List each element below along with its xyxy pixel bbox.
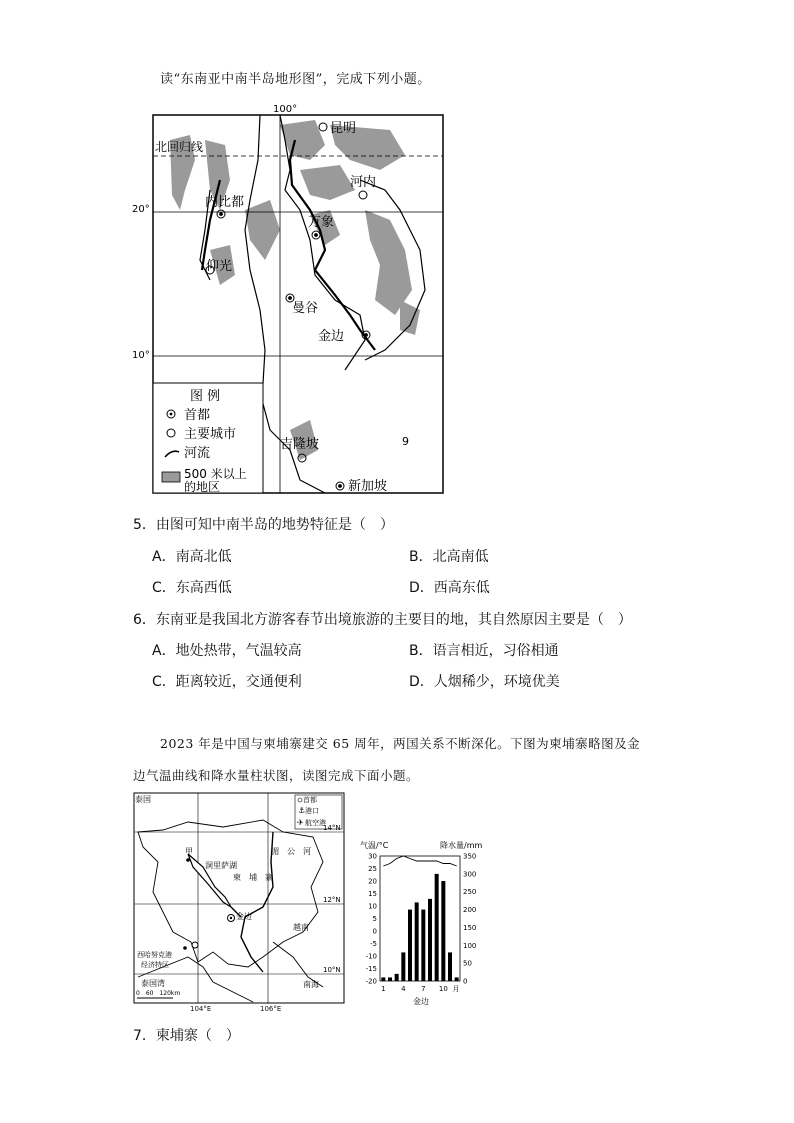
- precip-bar-2: [388, 977, 392, 981]
- intro-text-1: 读“东南亚中南半岛地形图”，完成下列小题。: [160, 72, 431, 87]
- q6-option-c[interactable]: C．距离较近，交通便利: [152, 674, 302, 690]
- cambodia-map: [133, 792, 345, 1013]
- label-singapore: 新加坡: [348, 479, 388, 494]
- x-tick-label: 10: [438, 985, 448, 993]
- right-tick-label: 50: [463, 959, 472, 968]
- label-yangon: 仰光: [206, 259, 233, 274]
- left-tick-label: 20: [368, 877, 377, 886]
- q6-option-b[interactable]: B．语言相近，习俗相通: [409, 643, 559, 659]
- label-104E: 104°E: [190, 1005, 212, 1013]
- legend-title: 图 例: [190, 389, 221, 404]
- legend2-port: 港口: [305, 807, 319, 815]
- q5-option-b[interactable]: B．北高南低: [409, 549, 489, 565]
- map1-svg: [132, 100, 450, 500]
- label-10N: 10°: [132, 350, 150, 361]
- label-106E: 106°E: [260, 1005, 282, 1013]
- precip-bar-5: [408, 910, 412, 981]
- question-7-stem: 7．柬埔寨（ ）: [133, 1028, 240, 1044]
- left-tick-label: 0: [372, 927, 377, 936]
- precip-bar-1: [381, 977, 385, 981]
- right-tick-label: 250: [463, 888, 477, 897]
- x-tick-label: 1: [381, 985, 386, 993]
- precip-bar-12: [455, 977, 459, 981]
- right-tick-label: 300: [463, 870, 477, 879]
- label-12N: 12°N: [323, 896, 341, 904]
- left-tick-label: 30: [368, 852, 377, 861]
- q5-option-c[interactable]: C．东高西低: [152, 580, 232, 596]
- phnom-penh-climate-chart: [358, 836, 498, 1008]
- q6-option-d[interactable]: D．人烟稀少，环境优美: [409, 674, 560, 690]
- label-gulf-of-thailand: 泰国湾: [141, 979, 165, 988]
- left-tick-label: 25: [368, 865, 377, 873]
- chart-ylabel-left: 气温/°C: [360, 841, 389, 850]
- x-tick-label: 月: [452, 985, 460, 993]
- precip-bar-10: [441, 881, 445, 981]
- svg-text:⚓: ⚓: [298, 806, 306, 815]
- precip-bar-11: [448, 952, 452, 981]
- label-kuala-lumpur: 吉隆坡: [280, 437, 320, 452]
- precip-bar-7: [421, 910, 425, 981]
- left-tick-label: 10: [368, 902, 377, 911]
- right-tick-label: 100: [463, 941, 477, 950]
- x-tick-label: 7: [421, 985, 426, 993]
- chart-ylabel-right: 降水量/mm: [440, 841, 483, 850]
- chart-xlabel: 金边: [413, 997, 429, 1006]
- label-mekong: 湄 公 河: [271, 847, 311, 856]
- right-tick-label: 200: [463, 906, 477, 915]
- label-20N: 20°: [132, 204, 150, 215]
- right-tick-label: 150: [463, 923, 477, 932]
- right-tick-label: 0: [463, 977, 468, 986]
- stray-mark: 9: [402, 435, 409, 448]
- left-tick-label: -20: [365, 977, 377, 986]
- q6-option-a[interactable]: A．地处热带，气温较高: [152, 643, 302, 659]
- precip-bar-4: [401, 952, 405, 981]
- label-naypyidaw: 内比都: [205, 195, 245, 210]
- label-tonle-sap: 洞里萨湖: [205, 861, 237, 870]
- precip-bar-8: [428, 899, 432, 981]
- precip-bar-6: [415, 902, 419, 981]
- label-hanoi: 河内: [350, 175, 377, 190]
- label-100E: 100°: [273, 104, 298, 115]
- left-tick-label: -15: [365, 965, 377, 973]
- label-10N-2: 10°N: [323, 966, 341, 974]
- left-tick-label: 5: [372, 915, 377, 923]
- label-thailand: 泰国: [135, 795, 151, 804]
- label-cambodia: 柬 埔 寨: [233, 873, 273, 882]
- label-sez-2: 经济特区: [141, 961, 169, 969]
- question-6-stem: 6．东南亚是我国北方游客春节出境旅游的主要目的地，其自然原因主要是（ ）: [133, 612, 632, 628]
- indochina-terrain-map: [132, 100, 450, 500]
- climate-chart-svg: [358, 836, 498, 1008]
- label-vietnam: 越南: [293, 923, 309, 932]
- q5-option-d[interactable]: D．西高东低: [409, 580, 490, 596]
- left-tick-label: 15: [368, 890, 377, 898]
- left-tick-label: -10: [365, 952, 377, 961]
- map2-svg: [133, 792, 345, 1004]
- q5-option-a[interactable]: A．南高北低: [152, 549, 232, 565]
- legend-high-1: 500 米以上: [184, 467, 247, 481]
- label-jia: 甲: [185, 847, 193, 856]
- label-tropic-of-cancer: 北回归线: [155, 140, 204, 154]
- svg-text:✈: ✈: [297, 818, 304, 827]
- precip-bar-9: [435, 874, 439, 981]
- legend-capital: 首都: [184, 408, 211, 423]
- label-phnom-penh-2: 金边: [236, 912, 252, 921]
- label-14N: 14°N: [323, 824, 341, 832]
- label-vientiane: 万象: [308, 215, 335, 230]
- map2-scale: 0 60 120km: [136, 990, 181, 997]
- label-sez-1: 西哈努克港: [137, 951, 172, 959]
- intro-text-2-line-1: 2023 年是中国与柬埔寨建交 65 周年，两国关系不断深化。下图为柬埔寨略图及金: [160, 736, 641, 751]
- label-kunming: 昆明: [330, 121, 357, 136]
- legend-river: 河流: [184, 446, 211, 461]
- x-tick-label: 4: [401, 985, 406, 993]
- legend-high-2: 的地区: [184, 480, 221, 494]
- legend-city: 主要城市: [184, 427, 237, 442]
- intro-text-2-line-2: 边气温曲线和降水量柱状图，读图完成下面小题。: [133, 768, 420, 783]
- precip-bar-3: [395, 974, 399, 981]
- legend2-capital: 首都: [303, 796, 317, 804]
- left-tick-label: -5: [370, 940, 377, 948]
- temperature-line: [383, 856, 456, 866]
- legend2-airport: 航空港: [305, 819, 326, 827]
- label-south-china-sea: 南海: [303, 980, 319, 989]
- right-tick-label: 350: [463, 852, 477, 861]
- question-5-stem: 5．由图可知中南半岛的地势特征是（ ）: [133, 517, 394, 533]
- label-bangkok: 曼谷: [292, 301, 319, 316]
- label-phnom-penh: 金边: [318, 329, 345, 344]
